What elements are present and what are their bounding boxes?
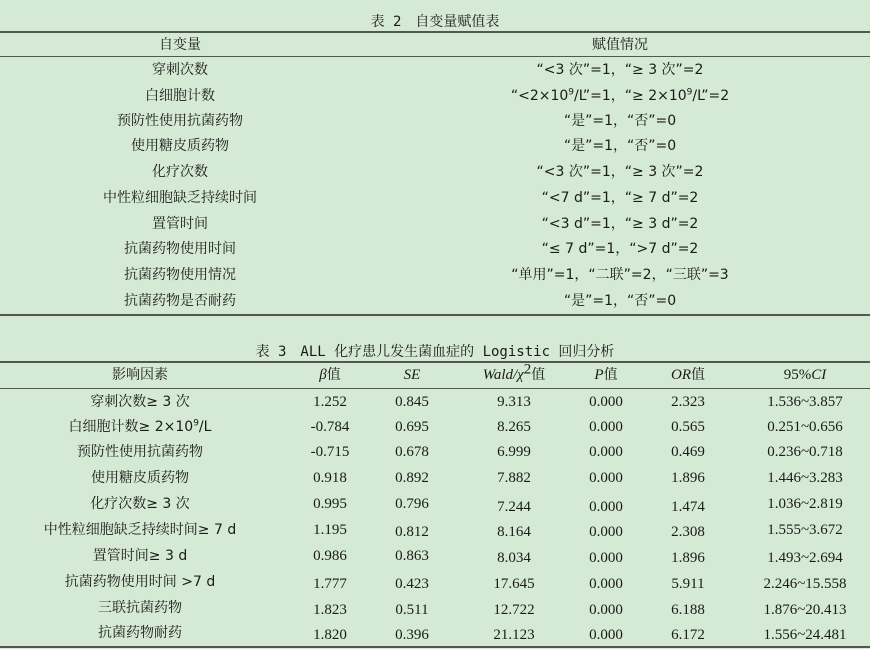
table3-wald: 7.882: [497, 470, 531, 486]
table3-ci: 0.236~0.718: [767, 444, 843, 460]
table2-var: 穿刺次数: [152, 62, 208, 78]
table3-beta: 1.820: [313, 627, 347, 643]
table3-p: 0.000: [589, 394, 623, 410]
table3-p: 0.000: [589, 444, 623, 460]
table3-caption: 表 3 ALL 化疗患儿发生菌血症的 Logistic 回归分析: [255, 344, 615, 360]
table3-p: 0.000: [589, 470, 623, 486]
table2-assign: “<7 d”=1，“≥ 7 d”=2: [541, 190, 699, 206]
table3-factor: 中性粒细胞缺乏持续时间≥ 7 d: [43, 522, 237, 538]
table3-p: 0.000: [589, 576, 623, 592]
header-suffix: 值: [531, 367, 546, 383]
table3-factor: 化疗次数≥ 3 次: [90, 496, 190, 512]
table3-factor: 抗菌药物使用时间 >7 d: [64, 574, 216, 590]
table3-beta: 0.995: [313, 496, 347, 512]
p-symbol: P: [594, 367, 604, 383]
table3-or: 0.565: [671, 419, 705, 435]
table3-se: 0.796: [395, 496, 429, 512]
table3-se: 0.678: [395, 444, 429, 460]
wald-symbol: Wald/χ: [482, 367, 524, 383]
table3-se: 0.396: [395, 627, 429, 643]
table3-header-rule: [0, 388, 870, 389]
table2-assign: “<3 次”=1，“≥ 3 次”=2: [536, 62, 704, 78]
table3-factor: 抗菌药物耐药: [98, 625, 182, 641]
table3-wald: 8.164: [497, 524, 531, 540]
table3-wald: 6.999: [497, 444, 531, 460]
factor-part: /L: [198, 419, 212, 435]
table3-p: 0.000: [589, 627, 623, 643]
table3-header-se: SE: [403, 367, 421, 383]
table3-beta: 0.918: [313, 470, 347, 486]
table3-se: 0.511: [395, 602, 429, 618]
table3-or: 0.469: [671, 444, 705, 460]
table3-wald: 17.645: [493, 576, 535, 592]
table3-factor: 预防性使用抗菌药物: [77, 444, 203, 460]
table2-top-rule: [0, 31, 870, 33]
table2-header-rule: [0, 56, 870, 57]
table2-var: 使用糖皮质药物: [131, 138, 229, 154]
beta-symbol: β: [319, 367, 327, 383]
table3-p: 0.000: [589, 550, 623, 566]
table3-ci: 1.493~2.694: [767, 550, 843, 566]
ci-prefix: 95%: [783, 367, 812, 383]
table2-assign: “<3 次”=1，“≥ 3 次”=2: [536, 164, 704, 180]
table3-or: 6.188: [671, 602, 705, 618]
table3-top-rule: [0, 361, 870, 363]
table2-var: 预防性使用抗菌药物: [117, 113, 243, 129]
table2-assign-part: /L”=2: [692, 88, 730, 104]
table3-bottom-rule: [0, 646, 870, 648]
table3-or: 5.911: [671, 576, 705, 592]
table3-p: 0.000: [589, 419, 623, 435]
table3-factor: 穿刺次数≥ 3 次: [90, 394, 190, 410]
table2-assign: “是”=1，“否”=0: [563, 293, 677, 309]
table3-se: 0.863: [395, 548, 429, 564]
table3-header-ci: [745, 366, 865, 384]
table3-wald: 9.313: [497, 394, 531, 410]
table3-ci: 1.556~24.481: [763, 627, 847, 643]
table2-var: 置管时间: [152, 216, 208, 232]
table2-var: 中性粒细胞缺乏持续时间: [103, 190, 257, 206]
table3-se: 0.812: [395, 524, 429, 540]
table3-header-or: [648, 366, 728, 384]
table3-se: 0.892: [395, 470, 429, 486]
table3-or: 1.474: [671, 499, 705, 515]
table3-factor: 使用糖皮质药物: [91, 470, 189, 486]
factor-part: 白细胞计数≥ 2×10: [68, 419, 194, 435]
table3-ci: 1.036~2.819: [767, 496, 843, 512]
table3-header-factor: 影响因素: [112, 367, 168, 383]
table3-beta: -0.784: [310, 419, 350, 435]
table3-header-beta: [290, 366, 370, 384]
table2-header-assignment: 赋值情况: [592, 37, 648, 53]
table2-assign: [420, 87, 820, 105]
table3-beta: 1.823: [313, 602, 347, 618]
or-symbol: OR: [671, 367, 691, 383]
table2-caption: 表 2 自变量赋值表: [370, 14, 500, 30]
table2-assign: “是”=1，“否”=0: [563, 113, 677, 129]
table3-factor: 三联抗菌药物: [98, 600, 182, 616]
header-suffix: 值: [691, 367, 705, 383]
table2-var: 白细胞计数: [145, 88, 215, 104]
table3-beta: 1.195: [313, 522, 347, 538]
table2-var: 抗菌药物是否耐药: [124, 293, 236, 309]
wald-superscript: 2: [523, 361, 532, 378]
header-suffix: 值: [326, 367, 341, 383]
table3-factor: [50, 418, 230, 436]
header-suffix: 值: [603, 367, 618, 383]
table3-beta: 0.986: [313, 548, 347, 564]
table3-ci: 1.446~3.283: [767, 470, 843, 486]
table2-assign: “单用”=1，“二联”=2，“三联”=3: [511, 267, 729, 283]
table3-ci: 1.536~3.857: [767, 394, 843, 410]
table2-var: 抗菌药物使用情况: [124, 267, 236, 283]
ci-symbol: CI: [811, 367, 827, 383]
table2-bottom-rule: [0, 314, 870, 316]
table3-ci: 1.555~3.672: [767, 522, 843, 538]
table3-wald: 12.722: [493, 602, 535, 618]
factor-superscript: 9: [193, 418, 199, 429]
table2-assign-part: “<2×10: [510, 88, 569, 104]
table3-se: 0.845: [395, 394, 429, 410]
table2-var: 化疗次数: [152, 164, 208, 180]
table3-ci: 1.876~20.413: [763, 602, 847, 618]
table2-assign-sup: 9: [568, 87, 575, 98]
table3-header-p: [566, 366, 646, 384]
table3-p: 0.000: [589, 602, 623, 618]
table2-assign-sup: 9: [686, 87, 693, 98]
table2-header-variable: 自变量: [159, 37, 201, 53]
table3-beta: -0.715: [310, 444, 350, 460]
table3-se: 0.423: [395, 576, 429, 592]
table3-se: 0.695: [395, 419, 429, 435]
table2-var: 抗菌药物使用时间: [124, 241, 236, 257]
table3-wald: 21.123: [493, 627, 535, 643]
table3-header-wald: [464, 361, 564, 384]
table3-beta: 1.777: [313, 576, 347, 592]
table3-ci: 2.246~15.558: [763, 576, 847, 592]
table3-or: 1.896: [671, 550, 705, 566]
table2-assign: “<3 d”=1，“≥ 3 d”=2: [541, 216, 699, 232]
table3-beta: 1.252: [313, 394, 347, 410]
table3-p: 0.000: [589, 499, 623, 515]
table3-factor: 置管时间≥ 3 d: [92, 548, 188, 564]
table3-p: 0.000: [589, 524, 623, 540]
table3-wald: 8.034: [497, 550, 531, 566]
table3-or: 2.323: [671, 394, 705, 410]
table3-or: 2.308: [671, 524, 705, 540]
table2-assign: “是”=1，“否”=0: [563, 138, 677, 154]
table2-assign: “≤ 7 d”=1，“>7 d”=2: [541, 241, 699, 257]
table2-assign-part: /L”=1，“≥ 2×10: [574, 88, 687, 104]
table3-ci: 0.251~0.656: [767, 419, 843, 435]
table3-or: 1.896: [671, 470, 705, 486]
table3-wald: 7.244: [497, 499, 531, 515]
table3-wald: 8.265: [497, 419, 531, 435]
table3-or: 6.172: [671, 627, 705, 643]
